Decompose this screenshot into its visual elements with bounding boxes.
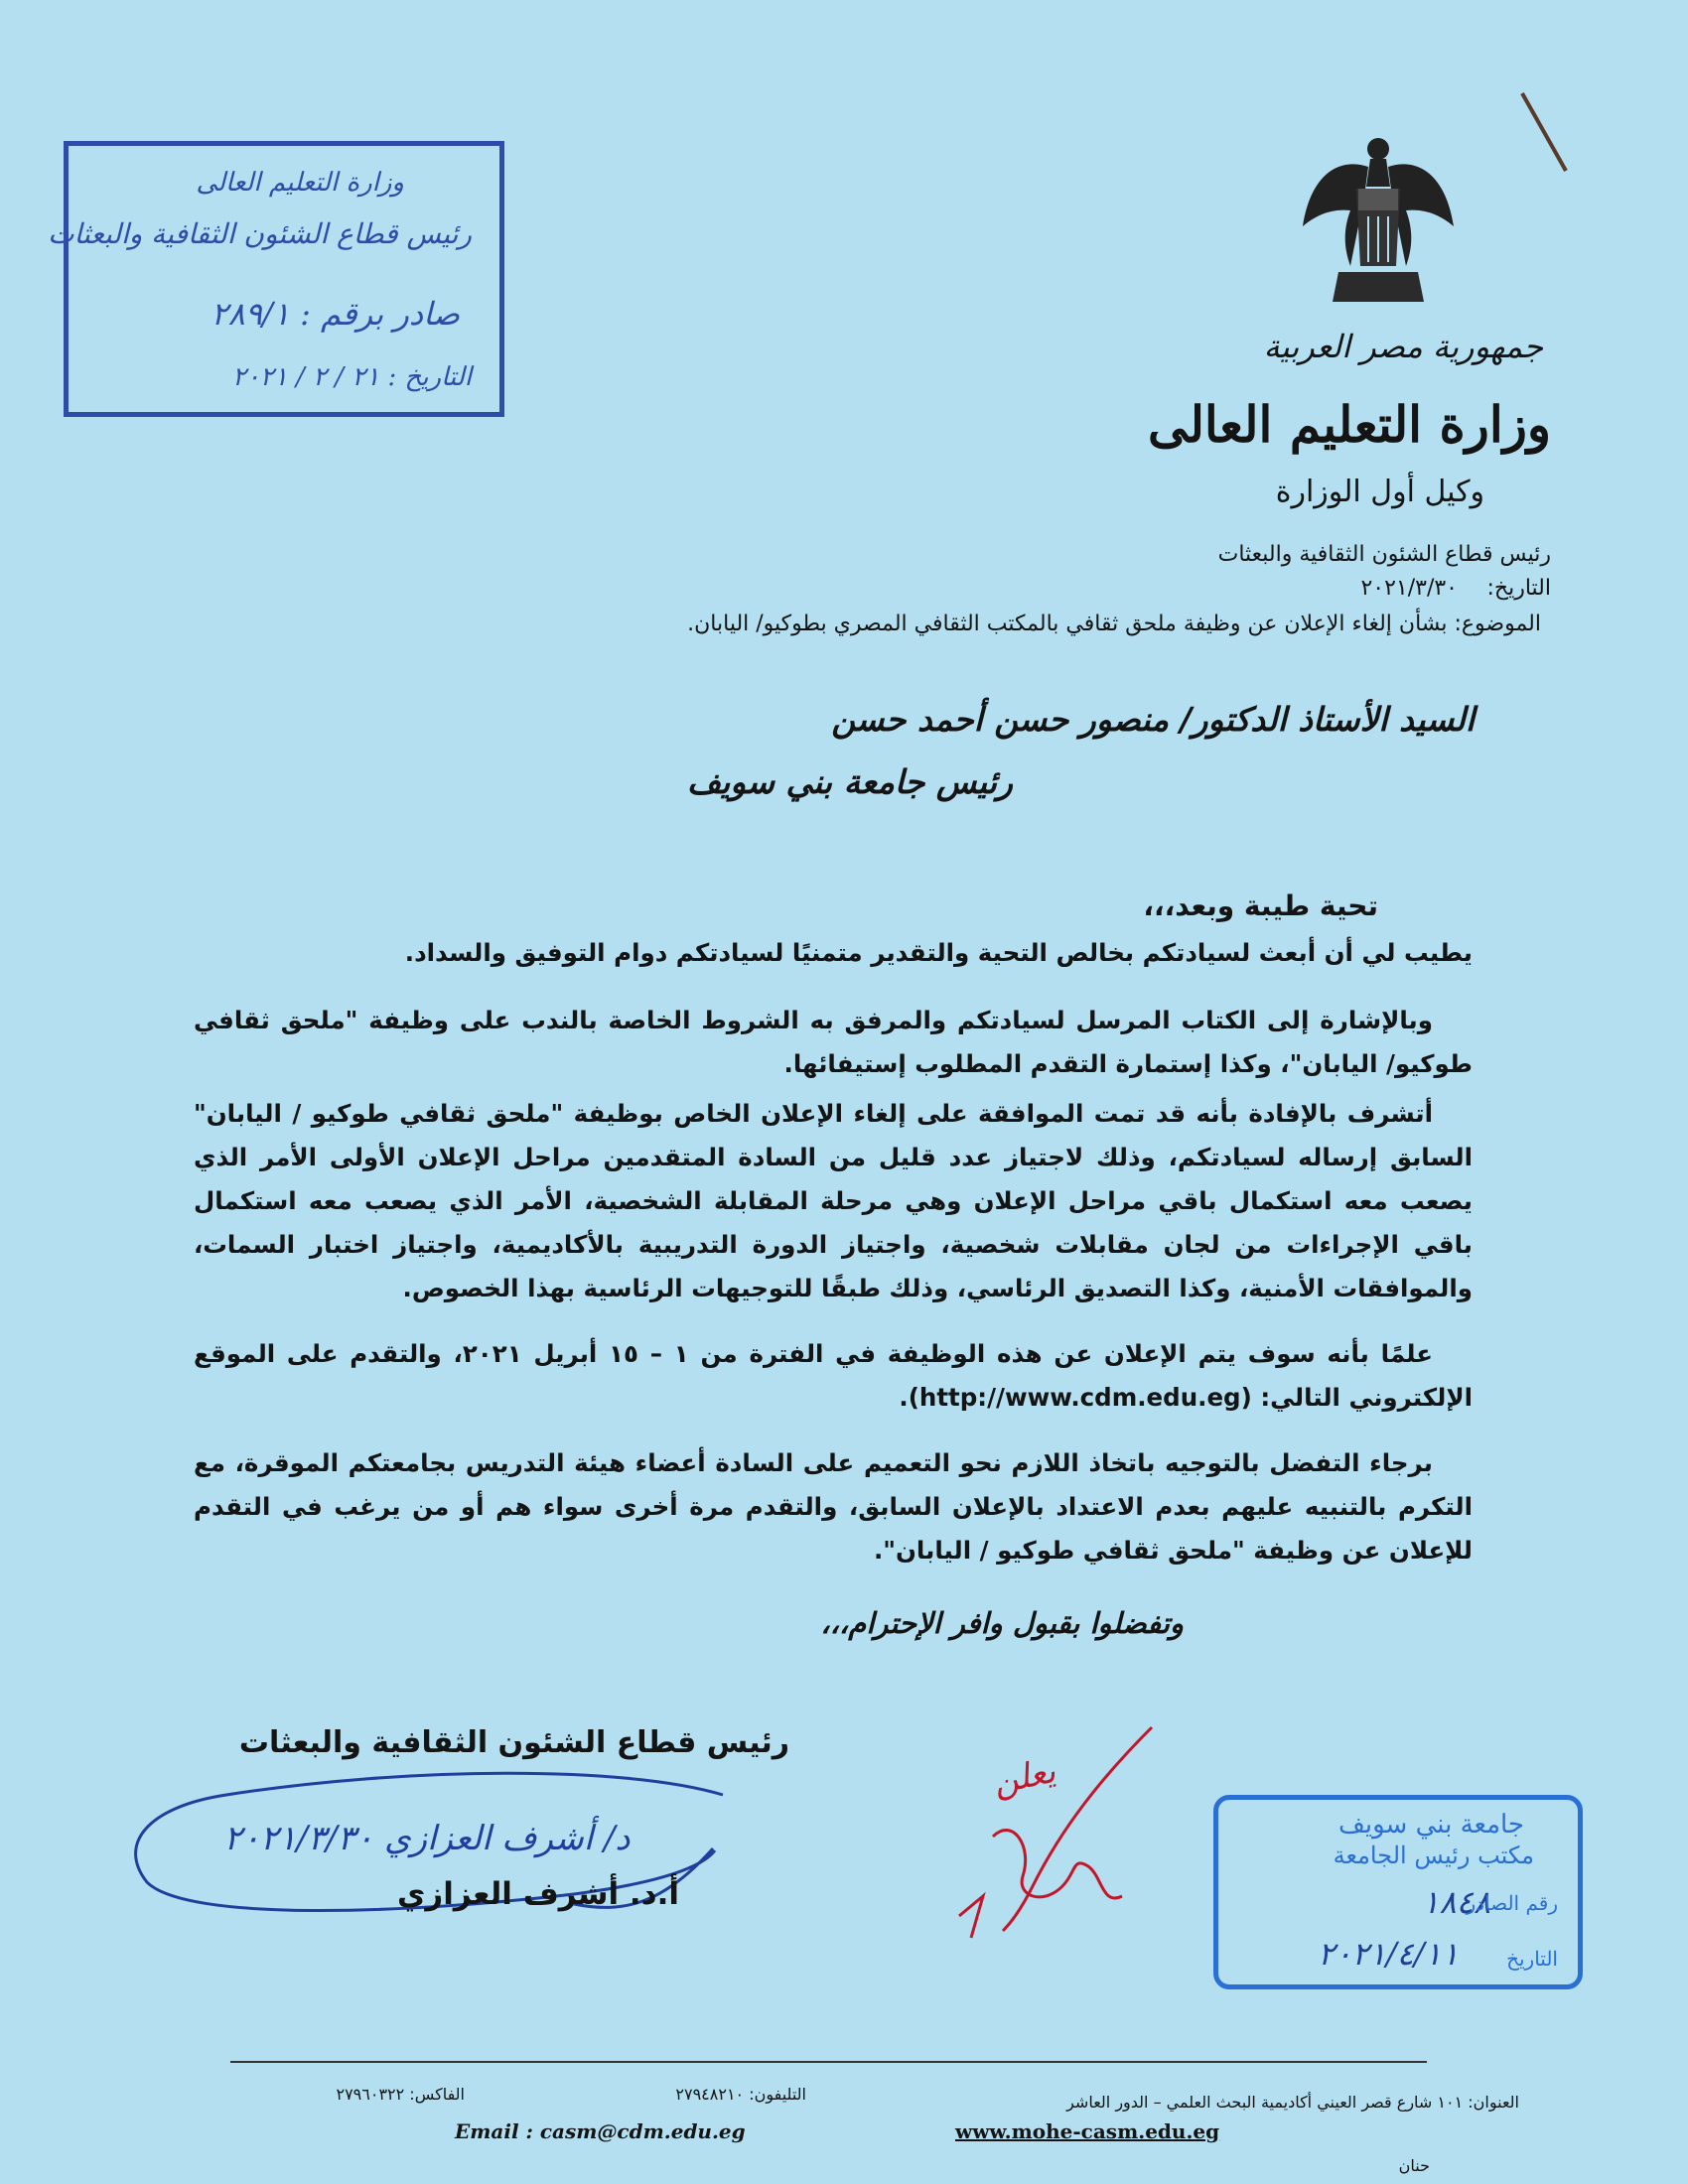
sector-title: رئيس قطاع الشئون الثقافية والبعثات xyxy=(1217,542,1551,567)
stamp-incoming-number: ١٨٤٨ xyxy=(1422,1883,1490,1921)
stamp-office: مكتب رئيس الجامعة xyxy=(1333,1842,1534,1869)
handwritten-signature: د/ أشرف العزازي ٢٠٢١/٣/٣٠ xyxy=(223,1819,631,1858)
stamp-number-label: رقم الصادر xyxy=(1466,1891,1558,1915)
closing: وتفضلوا بقبول وافر الإحترام،،، xyxy=(820,1606,1184,1640)
staple-mark xyxy=(1514,87,1574,177)
stamp-incoming-date: ٢٠٢١/٤/١١ xyxy=(1318,1935,1459,1973)
deputy-title: وكيل أول الوزارة xyxy=(1275,475,1484,509)
paragraph-3: أتشرف بالإفادة بأنه قد تمت الموافقة على إلغاء الإعلان الخاص بوظيفة "ملحق ثقافي طوكيو / اليابان" السابق إرساله لسيادتكم، وذلك لاجتياز عدد قليل من السادة المتقدمين مراحل الإعلان الأولى الأمر الذي يصعب معه استكمال باقي مراحل الإعلان وهي مرحلة المقابلة الشخصية، الأمر الذي يصعب معه استكمال باقي الإجراءات من لجان مقابلات شخصية، واجتياز الدورة التدريبية بالأكاديمية، واجتياز اختبار السمات، والموافقات الأمنية، وكذا التصديق الرئاسي، وذلك طبقًا للتوجيهات الرئاسية بهذا الخصوص. xyxy=(194,1099,1473,1302)
footer-fax: الفاكس: ٢٧٩٦٠٣٢٢ xyxy=(336,2085,465,2104)
stamp-number: صادر برقم : ٢٨٩/١ xyxy=(211,295,460,333)
incoming-stamp xyxy=(1213,1795,1583,1989)
stamp-date: التاريخ : ٢١ / ٢ / ٢٠٢١ xyxy=(231,362,472,392)
stamp-university: جامعة بني سويف xyxy=(1337,1810,1524,1840)
red-note: يعلن xyxy=(989,1750,1059,1804)
eagle-emblem-icon xyxy=(1299,127,1456,316)
footer-phone: التليفون: ٢٧٩٤٨٢١٠ xyxy=(675,2085,806,2104)
paragraph-1: يطيب لي أن أبعث لسيادتكم بخالص التحية والتقدير متمنيًا لسيادتكم دوام التوفيق والسداد. xyxy=(404,938,1473,967)
signatory-name: أ.د. أشرف العزازي xyxy=(396,1876,679,1912)
stamp-date-label: التاريخ xyxy=(1506,1947,1558,1971)
stamp-ministry: وزارة التعليم العالى xyxy=(196,168,404,198)
footer-divider xyxy=(230,2061,1427,2063)
subject-line: الموضوع: بشأن إلغاء الإعلان عن وظيفة ملحق ثقافي بالمكتب الثقافي المصري بطوكيو/ اليابان. xyxy=(687,612,1541,636)
ministry-name: وزارة التعليم العالى xyxy=(1148,395,1551,454)
paragraph-5: برجاء التفضل بالتوجيه باتخاذ اللازم نحو التعميم على السادة أعضاء هيئة التدريس بجامعتكم الموقرة، مع التكرم بالتنبيه عليهم بعدم الاعتداد بالإعلان السابق، والتقدم مرة أخرى سواء هم أو من يرغب في التقدم للإعلان عن وظيفة "ملحق ثقافي طوكيو / اليابان". xyxy=(194,1448,1473,1565)
outgoing-stamp xyxy=(48,141,504,417)
typist-initials: حنان xyxy=(1398,2156,1430,2175)
greeting: تحية طيبة وبعد،،، xyxy=(1143,889,1378,922)
red-ink-scrawl xyxy=(953,1717,1192,1946)
footer-email: Email : casm@cdm.edu.eg xyxy=(455,2119,746,2143)
footer-website-link[interactable]: www.mohe-casm.edu.eg xyxy=(955,2119,1220,2143)
addressee-title: رئيس جامعة بني سويف xyxy=(686,762,1013,801)
signatory-title: رئيس قطاع الشئون الثقافية والبعثات xyxy=(238,1725,789,1760)
stamp-sector: رئيس قطاع الشئون الثقافية والبعثات xyxy=(48,217,472,250)
addressee-name: السيد الأستاذ الدكتور/ منصور حسن أحمد حسن xyxy=(831,700,1475,739)
paragraph-2: وبالإشارة إلى الكتاب المرسل لسيادتكم والمرفق به الشروط الخاصة بالندب على وظيفة "ملحق ثقافي طوكيو/ اليابان"، وكذا إستمارة التقدم المطلوب إستيفائها. xyxy=(194,1006,1473,1078)
date-value: ٢٠٢١/٣/٣٠ xyxy=(1360,576,1458,601)
paragraph-4: علمًا بأنه سوف يتم الإعلان عن هذه الوظيفة في الفترة من ١ – ١٥ أبريل ٢٠٢١، والتقدم على الموقع الإلكتروني التالي: (http://www.cdm.edu.eg). xyxy=(194,1339,1473,1412)
footer-address: العنوان: ١٠١ شارع قصر العيني أكاديمية البحث العلمي – الدور العاشر xyxy=(1066,2093,1519,2112)
date-label: التاريخ: xyxy=(1486,576,1551,601)
republic-name: جمهورية مصر العربية xyxy=(1263,328,1543,365)
